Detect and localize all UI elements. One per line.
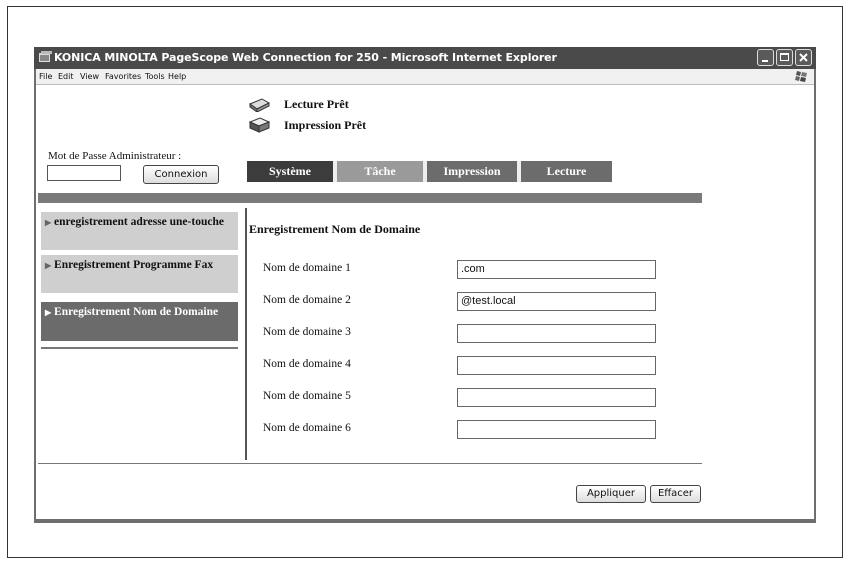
arrow-right-icon: ▶ bbox=[45, 261, 52, 270]
domain-6-input[interactable] bbox=[457, 420, 656, 439]
minimize-button[interactable] bbox=[757, 49, 774, 66]
print-status-text: Impression Prêt bbox=[284, 118, 367, 132]
domain-6-label: Nom de domaine 6 bbox=[263, 422, 351, 434]
tab-tache[interactable]: Tâche bbox=[337, 161, 423, 182]
browser-window bbox=[34, 47, 816, 523]
menu-favorites[interactable]: Favorites bbox=[105, 72, 142, 81]
sidebar-divider bbox=[41, 347, 238, 349]
domain-2-label: Nom de domaine 2 bbox=[263, 294, 351, 306]
sidebar-item-one-touch[interactable] bbox=[41, 212, 238, 250]
sidebar-item-label: Enregistrement Programme Fax bbox=[54, 259, 214, 271]
sidebar-item-fax-program[interactable] bbox=[41, 255, 238, 293]
menu-tools[interactable]: Tools bbox=[145, 72, 165, 81]
sidebar-item-domain-name[interactable] bbox=[41, 302, 238, 341]
menu-edit[interactable]: Edit bbox=[58, 72, 74, 81]
maximize-button[interactable] bbox=[776, 49, 793, 66]
window-title: KONICA MINOLTA PageScope Web Connection for 250 - Microsoft Internet Explorer bbox=[54, 51, 557, 64]
clear-button[interactable]: Effacer bbox=[650, 485, 701, 503]
footer-divider bbox=[38, 463, 702, 464]
menu-help[interactable]: Help bbox=[168, 72, 187, 81]
content-vertical-divider bbox=[245, 208, 247, 460]
arrow-right-icon: ▶ bbox=[45, 308, 52, 317]
scan-status-text: Lecture Prêt bbox=[284, 97, 349, 111]
windows-flag-icon bbox=[794, 70, 810, 83]
login-button[interactable]: Connexion bbox=[143, 165, 219, 184]
tab-impression[interactable]: Impression bbox=[427, 161, 517, 182]
tab-systeme[interactable]: Système bbox=[247, 161, 333, 182]
main-tab-bar bbox=[247, 161, 612, 182]
domain-4-input[interactable] bbox=[457, 356, 656, 375]
admin-password-input[interactable] bbox=[47, 165, 121, 181]
domain-4-label: Nom de domaine 4 bbox=[263, 358, 351, 370]
scanner-icon bbox=[248, 98, 270, 112]
page-content bbox=[36, 85, 814, 519]
menu-file[interactable]: File bbox=[39, 72, 53, 81]
header-divider-bar bbox=[38, 193, 702, 203]
domain-5-label: Nom de domaine 5 bbox=[263, 390, 351, 402]
printer-icon bbox=[248, 115, 270, 133]
domain-3-label: Nom de domaine 3 bbox=[263, 326, 351, 338]
sidebar-item-label: enregistrement adresse une-touche bbox=[54, 216, 224, 228]
page-heading: Enregistrement Nom de Domaine bbox=[249, 222, 421, 236]
apply-button[interactable]: Appliquer bbox=[576, 485, 646, 503]
title-bar bbox=[34, 47, 816, 69]
sidebar-item-label: Enregistrement Nom de Domaine bbox=[54, 306, 219, 318]
domain-5-input[interactable] bbox=[457, 388, 656, 407]
arrow-right-icon: ▶ bbox=[45, 218, 52, 227]
menu-bar bbox=[36, 69, 814, 85]
admin-password-label: Mot de Passe Administrateur : bbox=[48, 150, 182, 162]
domain-1-input[interactable]: .com bbox=[457, 260, 656, 279]
close-icon bbox=[796, 50, 811, 65]
tab-lecture[interactable]: Lecture bbox=[521, 161, 612, 182]
ie-app-icon bbox=[39, 51, 52, 64]
domain-3-input[interactable] bbox=[457, 324, 656, 343]
close-button[interactable] bbox=[795, 49, 812, 66]
domain-1-label: Nom de domaine 1 bbox=[263, 262, 351, 274]
menu-view[interactable]: View bbox=[80, 72, 99, 81]
domain-2-input[interactable]: @test.local bbox=[457, 292, 656, 311]
